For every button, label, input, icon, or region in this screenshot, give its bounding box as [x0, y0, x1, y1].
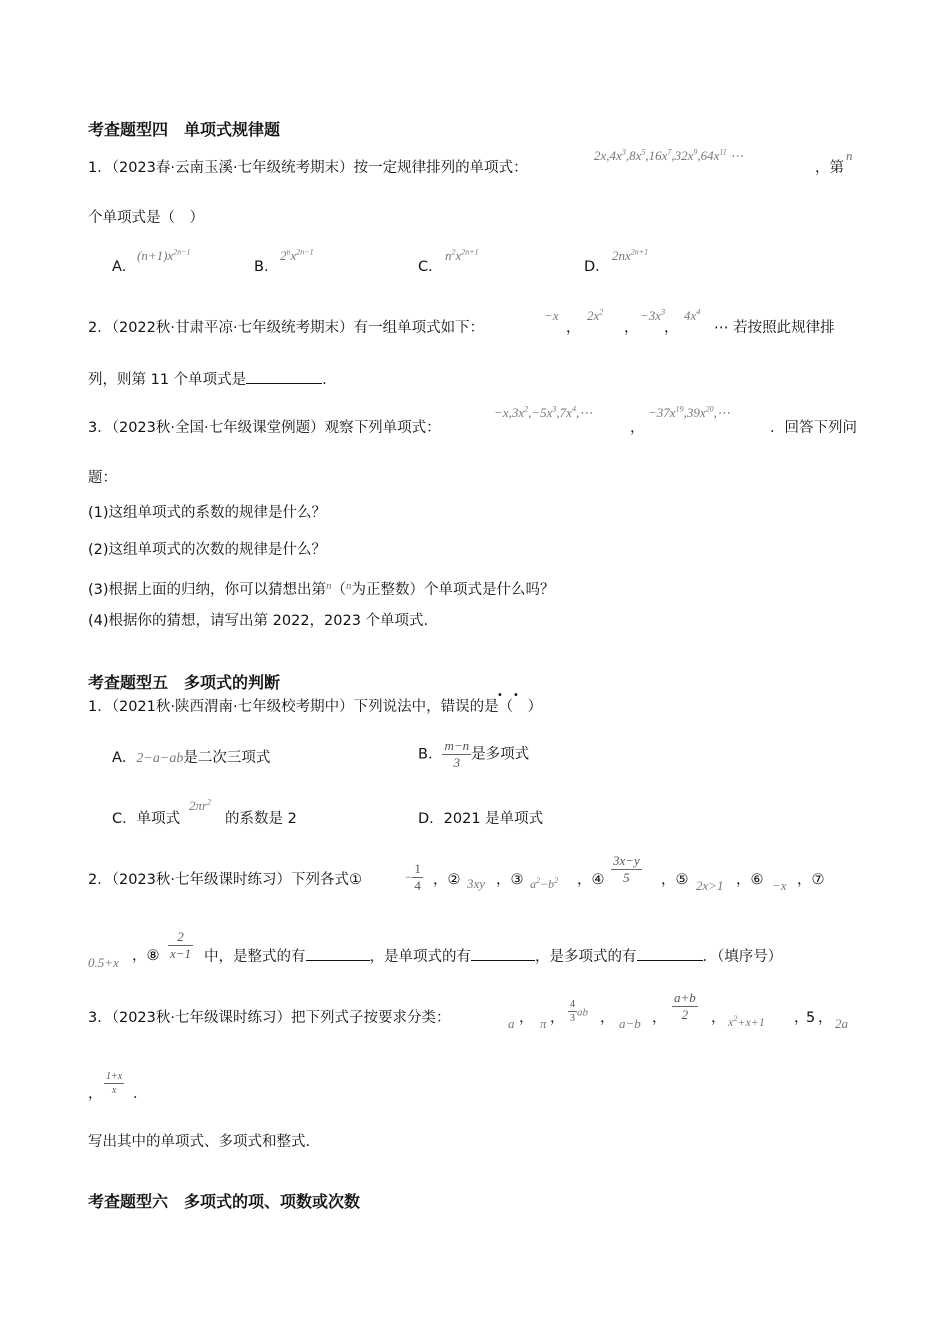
s5-q2-expr-6: −x [772, 878, 787, 893]
fraction [168, 929, 193, 962]
question-source: （2023春·云南玉溪·七年级统考期末） [111, 160, 354, 176]
marker: ，③ [496, 872, 524, 888]
denominator: 4 [414, 878, 421, 893]
question-number: 2． [88, 872, 112, 888]
period: . [322, 372, 327, 388]
s5-q1-option-d [418, 809, 543, 829]
answer-blank-monomial[interactable] [471, 946, 535, 961]
s4-q1-option-b: $2^nx^{2n-1}$ [280, 247, 314, 263]
emphasis-text: 错误 [440, 699, 470, 715]
denominator: 5 [623, 870, 630, 885]
question-number: 2． [88, 320, 112, 336]
question-source: （2023秋·七年级课时练习） [111, 1010, 291, 1026]
option-text: 单项式 [136, 811, 181, 827]
section-6-title: 考查题型六 多项式的项、项数或次数 [88, 1192, 361, 1211]
s4-q2-tail [714, 318, 835, 338]
s4-q1-stem [88, 158, 528, 178]
question-text: (3)根据上面的归纳，你可以猜想出第 [88, 582, 327, 598]
variable-n: n [346, 580, 352, 592]
s5-q1-option-c [112, 809, 180, 829]
numerator: 1+x [106, 1071, 123, 1082]
s5-q1-option-c-expr: $2\pi r^2$ [189, 797, 212, 813]
item-1: a [508, 1016, 515, 1031]
separator: ， [664, 320, 679, 336]
question-text: ，是单项式的有 [369, 949, 471, 965]
separator: ， [566, 320, 581, 336]
question-text: ．回答下列问 [770, 420, 857, 436]
s5-q2-answer-line [204, 946, 782, 967]
separator: ， [88, 1086, 103, 1102]
question-source: （2023秋·七年级课时练习） [111, 872, 291, 888]
denominator: 3 [453, 755, 461, 770]
s4-q2-term-1: −x [544, 308, 559, 323]
s4-q2-term-3: $-3x^3$ [640, 307, 666, 323]
option-label: B． [418, 746, 443, 763]
s5-q2-stem [88, 870, 362, 890]
s4-q2-term-4: $4x^4$ [684, 307, 701, 323]
separator: ， [600, 1010, 615, 1026]
numerator: 3x−y [613, 853, 640, 868]
fraction [672, 990, 698, 1023]
question-source: （2022秋·甘肃平凉·七年级统考期末） [111, 320, 354, 336]
s5-q2-expr-5: 2x>1 [696, 878, 724, 893]
item-9 [104, 1070, 124, 1097]
question-text: 下列说法中， [353, 699, 441, 715]
fraction [412, 861, 423, 894]
item-3 [568, 998, 588, 1025]
answer-blank-polynomial[interactable] [637, 946, 703, 961]
item-2: π [540, 1016, 547, 1031]
s4-q1-line2: 个单项式是（ ） [88, 210, 204, 226]
section-4-title: 考查题型四 单项式规律题 [88, 120, 281, 139]
option-label: C． [112, 811, 137, 827]
item-4: a−b [619, 1016, 641, 1031]
question-text: 题： [88, 470, 117, 486]
ellipsis: ⋯ [714, 320, 729, 336]
question-text: 把下列式子按要求分类： [291, 1010, 451, 1026]
s5-q3-stem [88, 1008, 451, 1028]
question-text: 为正整数）个单项式是什么吗？ [351, 582, 555, 598]
s4-q1-option-c: $n^2x^{2n+1}$ [445, 247, 479, 263]
s4-q3-stem [88, 418, 441, 438]
emphasis-dot: • [513, 690, 519, 701]
marker: ，⑧ [132, 948, 160, 964]
separator: ， [711, 1010, 726, 1026]
separator: ， [624, 320, 639, 336]
denominator: x [111, 1085, 117, 1096]
marker: ，⑤ [661, 872, 689, 888]
option-text: 的系数是 2 [225, 811, 297, 827]
question-number: 1． [88, 699, 112, 715]
s4-q1-option-d-label: D． [584, 259, 610, 275]
numerator: 2 [168, 929, 193, 946]
s5-q2-expr-4 [611, 853, 642, 886]
s5-q1-option-b [418, 738, 529, 771]
s5-q2-expr-8 [168, 929, 193, 962]
s5-q2-expr-3: $a^2-b^2$ [530, 876, 559, 891]
marker: ，④ [577, 872, 605, 888]
separator: ， [794, 1010, 809, 1026]
s4-q1-tail: ，第 [815, 160, 844, 176]
item-6: $x^2+x+1$ [728, 1014, 765, 1029]
question-number: 1． [88, 160, 112, 176]
sub-question-1: (1)这组单项式的系数的规律是什么？ [88, 505, 327, 521]
variable-n: n [326, 580, 332, 592]
s4-q2-term-2: $2x^2$ [587, 307, 604, 323]
numerator: m−n [444, 738, 470, 753]
s4-q1-option-d: $2nx^{2n+1}$ [612, 247, 649, 263]
question-text: 按一定规律排列的单项式： [353, 160, 528, 176]
separator: ， [818, 1010, 833, 1026]
s4-q1-option-a-label: A． [112, 259, 137, 275]
question-text: ．（填序号） [702, 949, 783, 965]
fraction [104, 1070, 124, 1097]
s4-q1-option-b-label: B． [254, 259, 279, 275]
numerator: a+b [674, 990, 696, 1005]
fraction [568, 998, 577, 1025]
question-text: 的是（ ） [469, 699, 543, 715]
s4-q2-stem [88, 318, 484, 338]
section-5-title: 考查题型五 多项式的判断 [88, 673, 281, 692]
question-text: 下列各式① [291, 872, 362, 888]
question-text: ，是多项式的有 [535, 949, 637, 965]
denominator: 2 [681, 1007, 689, 1022]
marker: ，② [433, 872, 461, 888]
question-source: （2023秋·全国·七年级课堂例题） [111, 420, 325, 436]
s4-q1-n: n [846, 148, 853, 163]
question-text: 观察下列单项式： [324, 420, 441, 436]
option-label: D． [418, 811, 444, 827]
s5-q1-option-a [112, 748, 270, 769]
question-text: 中，是整式的有 [204, 949, 306, 965]
fraction [611, 853, 642, 886]
option-label: A． [112, 750, 137, 766]
numerator: 4 [570, 999, 575, 1010]
emphasis-dot: • [497, 690, 503, 701]
separator: ， [630, 420, 645, 436]
period: ． [133, 1086, 148, 1102]
denominator: 3 [570, 1013, 575, 1024]
s4-q3-expr-2: $-37x^{19},39x^{20},\cdots$ [648, 404, 730, 420]
s4-q1-sequence: $2x,4x^3,8x^5,16x^7,32x^9,64x^{11}$ ⋯ [594, 147, 744, 163]
option-text: 是二次三项式 [183, 750, 271, 766]
separator: ， [652, 1010, 667, 1026]
question-text: 有一组单项式如下： [353, 320, 485, 336]
s5-q2-expr-7: 0.5+x [88, 955, 119, 970]
question-text: 若按照此规律排 [733, 320, 835, 336]
s4-q2-line2 [88, 369, 327, 390]
separator: ， [550, 1010, 565, 1026]
sub-question-2: (2)这组单项式的次数的规律是什么？ [88, 542, 327, 558]
option-text: 2021 是单项式 [443, 811, 544, 827]
marker: ，⑥ [736, 872, 764, 888]
s4-q3-expr-1: $-x,3x^2,-5x^3,7x^4,\cdots$ [494, 404, 593, 420]
question-text: 列，则第 11 个单项式是 [88, 372, 247, 388]
numerator: 1 [414, 861, 421, 876]
option-text: 是多项式 [471, 746, 530, 763]
sub-question-3 [88, 576, 555, 600]
question-text: 写出其中的单项式、多项式和整式. [88, 1134, 311, 1150]
s5-q2-expr-2: 3xy [467, 876, 486, 891]
option-fraction [442, 738, 471, 771]
question-number: 3． [88, 1010, 112, 1026]
question-number: 3． [88, 420, 112, 436]
paren: （ [331, 582, 347, 598]
sub-question-4: (4)根据你的猜想，请写出第 2022，2023 个单项式. [88, 613, 429, 629]
s4-q1-option-a: $(n+1)x^{2n-1}$ [137, 247, 191, 263]
item-7: 5 [806, 1010, 816, 1026]
s5-q1-stem [88, 697, 542, 717]
separator: ， [519, 1010, 534, 1026]
s4-q1-option-c-label: C． [418, 259, 443, 275]
answer-blank[interactable] [246, 369, 322, 384]
item-8: 2a [835, 1016, 848, 1031]
question-source: （2021秋·陕西渭南·七年级校考期中） [111, 699, 354, 715]
marker: ，⑦ [797, 872, 825, 888]
item-5 [672, 990, 698, 1023]
denominator: x−1 [170, 946, 192, 961]
variable: ab [577, 1006, 588, 1019]
option-expression: 2−a−ab [136, 751, 184, 766]
answer-blank-integral[interactable] [306, 946, 370, 961]
s5-q2-expr-1: − $\frac{1}{4}$ [405, 861, 421, 893]
